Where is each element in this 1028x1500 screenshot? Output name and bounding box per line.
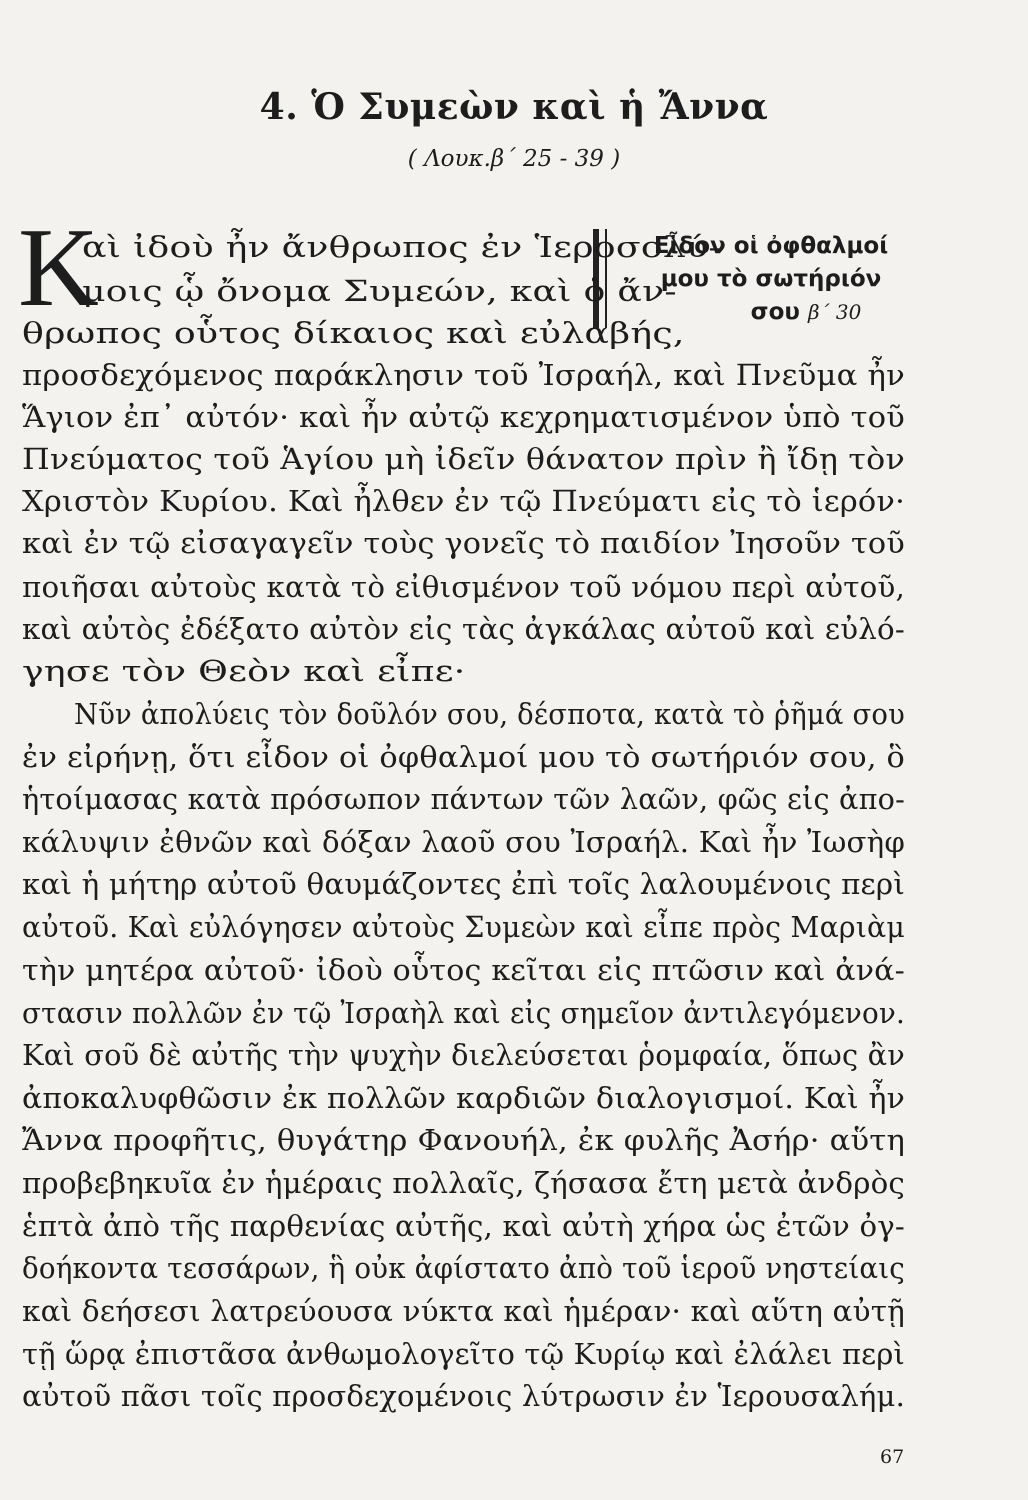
body-line: ἑπτὰ ἀπὸ τῆς παρθενίας αὐτῆς, καὶ αὐτὴ χήρα ὡς ἐτῶν ὀγ- [22, 1209, 906, 1243]
body-line: γησε τὸν Θεὸν καὶ εἶπε· [22, 654, 466, 688]
body-line: τὴν μητέρα αὐτοῦ· ἰδοὺ οὗτος κεῖται εἰς πτῶσιν καὶ ἀνά- [22, 953, 905, 987]
body-line: Καὶ σοῦ δὲ αὐτῆς τὴν ψυχὴν διελεύσεται ῥομφαία, ὅπως ἂν [22, 1038, 905, 1072]
marginal-quote-line-1: Εἶδον οἱ ὀφθαλμοί [653, 233, 889, 259]
body-line: ἐν εἰρήνῃ, ὅτι εἶδον οἱ ὀφθαλμοί μου τὸ σωτήριόν σου, ὃ [22, 740, 905, 774]
body-line: αὐτοῦ πᾶσι τοῖς προσδεχομένοις λύτρωσιν ἐν Ἱερουσαλήμ. [22, 1379, 905, 1413]
body-line: θρωπος οὗτος δίκαιος καὶ εὐλαβής, [22, 316, 685, 350]
chapter-title: 4. Ὁ Συμεὼν καὶ ἡ Ἄννα [259, 86, 769, 128]
body-line: Ἅγιον ἐπ᾿ αὐτόν· καὶ ἦν αὐτῷ κεχρηματισμένον ὑπὸ τοῦ [22, 400, 905, 434]
body-line: αὶ ἰδοὺ ἦν ἄνθρωπος ἐν Ἱεροσολύ- [82, 230, 721, 264]
body-line: Πνεύματος τοῦ Ἁγίου μὴ ἰδεῖν θάνατον πρὶν ἢ ἴδῃ τὸν [22, 442, 905, 476]
marginal-quote-line-2: μου τὸ σωτήριόν [660, 266, 882, 292]
page-number: 67 [880, 1446, 905, 1468]
body-line: δοήκοντα τεσσάρων, ἣ οὐκ ἀφίστατο ἀπὸ τοῦ ἱεροῦ νηστείαις [22, 1251, 905, 1285]
drop-cap: Κ [18, 206, 99, 330]
body-line: κάλυψιν ἐθνῶν καὶ δόξαν λαοῦ σου Ἰσραήλ. Καὶ ἦν Ἰωσὴφ [22, 825, 905, 859]
body-line: καὶ δεήσεσι λατρεύουσα νύκτα καὶ ἡμέραν· καὶ αὕτη αὐτῇ [22, 1294, 905, 1328]
body-line: ἀποκαλυφθῶσιν ἐκ πολλῶν καρδιῶν διαλογισμοί. Καὶ ἦν [22, 1081, 905, 1115]
body-line: καὶ ἐν τῷ εἰσαγαγεῖν τοὺς γονεῖς τὸ παιδίον Ἰησοῦν τοῦ [22, 526, 905, 560]
body-line: προσδεχόμενος παράκλησιν τοῦ Ἰσραήλ, καὶ Πνεῦμα ἦν [22, 358, 905, 392]
scripture-reference: ( Λουκ.β΄ 25 - 39 ) [407, 146, 621, 172]
marginal-quote-word: σου [750, 299, 800, 325]
body-line: ποιῆσαι αὐτοὺς κατὰ τὸ εἰθισμένον τοῦ νόμου περὶ αὐτοῦ, [22, 570, 906, 604]
body-line: τῇ ὥρᾳ ἐπιστᾶσα ἀνθωμολογεῖτο τῷ Κυρίῳ καὶ ἐλάλει περὶ [22, 1337, 905, 1371]
body-line: καὶ αὐτὸς ἐδέξατο αὐτὸν εἰς τὰς ἀγκάλας αὐτοῦ καὶ εὐλό- [22, 612, 906, 646]
body-line: Ἄννα προφῆτις, θυγάτηρ Φανουήλ, ἐκ φυλῆς Ἀσήρ· αὕτη [22, 1123, 905, 1157]
body-line: Χριστὸν Κυρίου. Καὶ ἦλθεν ἐν τῷ Πνεύματι εἰς τὸ ἱερόν· [22, 484, 905, 518]
body-line: καὶ ἡ μήτηρ αὐτοῦ θαυμάζοντες ἐπὶ τοῖς λαλουμένοις περὶ [22, 867, 905, 901]
body-line: προβεβηκυῖα ἐν ἡμέραις πολλαῖς, ζήσασα ἔτη μετὰ ἀνδρὸς [22, 1166, 906, 1200]
body-line: Νῦν ἀπολύεις τὸν δοῦλόν σου, δέσποτα, κατὰ τὸ ῥῆμά σου [74, 697, 905, 731]
body-line: αὐτοῦ. Καὶ εὐλόγησεν αὐτοὺς Συμεὼν καὶ εἶπε πρὸς Μαριὰμ [22, 910, 905, 944]
body-line: μοις ᾧ ὄνομα Συμεών, καὶ ὁ ἄν- [82, 274, 677, 308]
body-line: ἡτοίμασας κατὰ πρόσωπον πάντων τῶν λαῶν, φῶς εἰς ἀπο- [22, 782, 905, 816]
marginal-quote-ref: β΄ 30 [807, 300, 862, 324]
body-line: στασιν πολλῶν ἐν τῷ Ἰσραὴλ καὶ εἰς σημεῖον ἀντιλεγόμενον. [22, 996, 905, 1030]
